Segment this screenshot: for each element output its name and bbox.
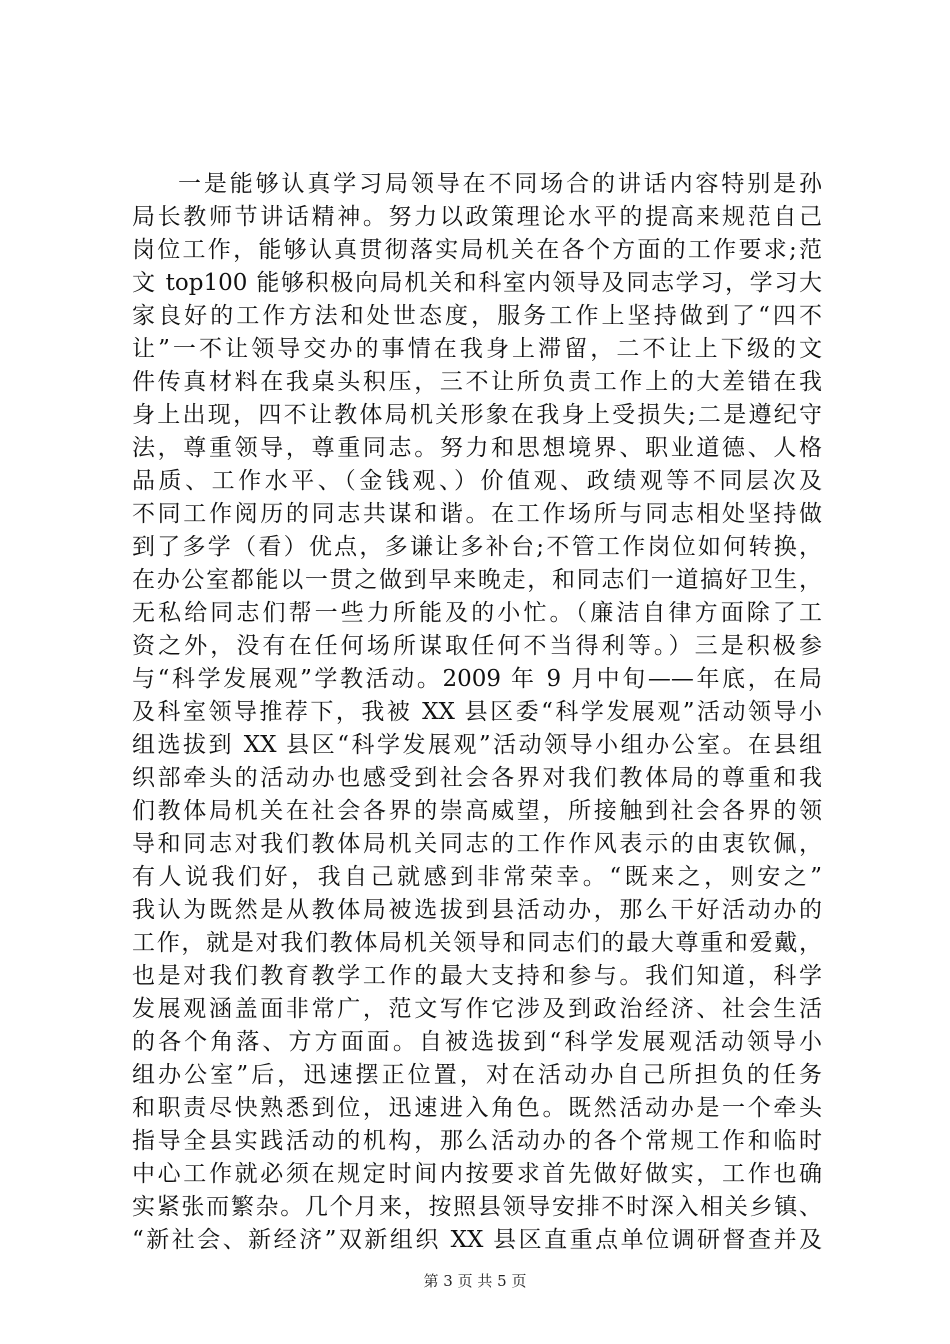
text-line: 我认为既然是从教体局被选拔到县活动办，那么干好活动办的 bbox=[132, 897, 822, 923]
text-line: 和职责尽快熟悉到位，迅速进入角色。既然活动办是一个牵头 bbox=[132, 1095, 822, 1121]
text-line: 岗位工作，能够认真贯彻落实局机关在各个方面的工作要求;范 bbox=[132, 237, 822, 263]
text-line: 工作，就是对我们教体局机关领导和同志们的最大尊重和爱戴， bbox=[132, 930, 822, 956]
text-line: 在办公室都能以一贯之做到早来晚走，和同志们一道搞好卫生， bbox=[132, 567, 822, 593]
text-line: 组办公室”后，迅速摆正位置，对在活动办自己所担负的任务 bbox=[132, 1062, 822, 1088]
text-line: 导和同志对我们教体局机关同志的工作作风表示的由衷钦佩， bbox=[132, 831, 822, 857]
text-line: 中心工作就必须在规定时间内按要求首先做好做实，工作也确 bbox=[132, 1161, 822, 1187]
text-line: 织部牵头的活动办也感受到社会各界对我们教体局的尊重和我 bbox=[132, 765, 822, 791]
text-line: 件传真材料在我桌头积压，三不让所负责工作上的大差错在我 bbox=[132, 369, 822, 395]
text-line: 有人说我们好，我自己就感到非常荣幸。“既来之，则安之” bbox=[132, 864, 822, 890]
text-line: 法，尊重领导，尊重同志。努力和思想境界、职业道德、人格 bbox=[132, 435, 822, 461]
text-line: 身上出现，四不让教体局机关形象在我身上受损失;二是遵纪守 bbox=[132, 402, 822, 428]
text-line: 的各个角落、方方面面。自被选拔到“科学发展观活动领导小 bbox=[132, 1029, 822, 1055]
text-line: 到了多学（看）优点，多谦让多补台;不管工作岗位如何转换， bbox=[132, 534, 822, 560]
text-line: 与“科学发展观”学教活动。2009 年 9 月中旬——年底，在局 bbox=[132, 666, 822, 692]
text-line: “新社会、新经济”双新组织 XX 县区直重点单位调研督查并及 bbox=[132, 1227, 822, 1253]
text-line: 也是对我们教育教学工作的最大支持和参与。我们知道，科学 bbox=[132, 963, 822, 989]
text-line: 组选拔到 XX 县区“科学发展观”活动领导小组办公室。在县组 bbox=[132, 732, 822, 758]
text-line: 局长教师节讲话精神。努力以政策理论水平的提高来规范自己 bbox=[132, 204, 822, 230]
page-footer: 第 3 页 共 5 页 bbox=[423, 1272, 527, 1290]
text-line: 品质、工作水平、（金钱观、）价值观、政绩观等不同层次及 bbox=[132, 468, 822, 494]
text-line: 们教体局机关在社会各界的崇高威望，所接触到社会各界的领 bbox=[132, 798, 822, 824]
text-line: 发展观涵盖面非常广，范文写作它涉及到政治经济、社会生活 bbox=[132, 996, 822, 1022]
body-text bbox=[132, 168, 822, 1257]
text-line: 让”一不让领导交办的事情在我身上滞留，二不让上下级的文 bbox=[132, 336, 822, 362]
text-line: 家良好的工作方法和处世态度，服务工作上坚持做到了“四不 bbox=[132, 303, 822, 329]
text-line: 资之外，没有在任何场所谋取任何不当得利等。）三是积极参 bbox=[132, 633, 822, 659]
text-line: 文 top100 能够积极向局机关和科室内领导及同志学习，学习大 bbox=[132, 270, 822, 296]
text-line: 指导全县实践活动的机构，那么活动办的各个常规工作和临时 bbox=[132, 1128, 822, 1154]
text-line: 及科室领导推荐下，我被 XX 县区委“科学发展观”活动领导小 bbox=[132, 699, 822, 725]
text-line: 一是能够认真学习局领导在不同场合的讲话内容特别是孙 bbox=[178, 171, 822, 197]
text-line: 无私给同志们帮一些力所能及的小忙。（廉洁自律方面除了工 bbox=[132, 600, 822, 626]
text-line: 不同工作阅历的同志共谋和谐。在工作场所与同志相处坚持做 bbox=[132, 501, 822, 527]
text-line: 实紧张而繁杂。几个月来，按照县领导安排不时深入相关乡镇、 bbox=[132, 1194, 822, 1220]
